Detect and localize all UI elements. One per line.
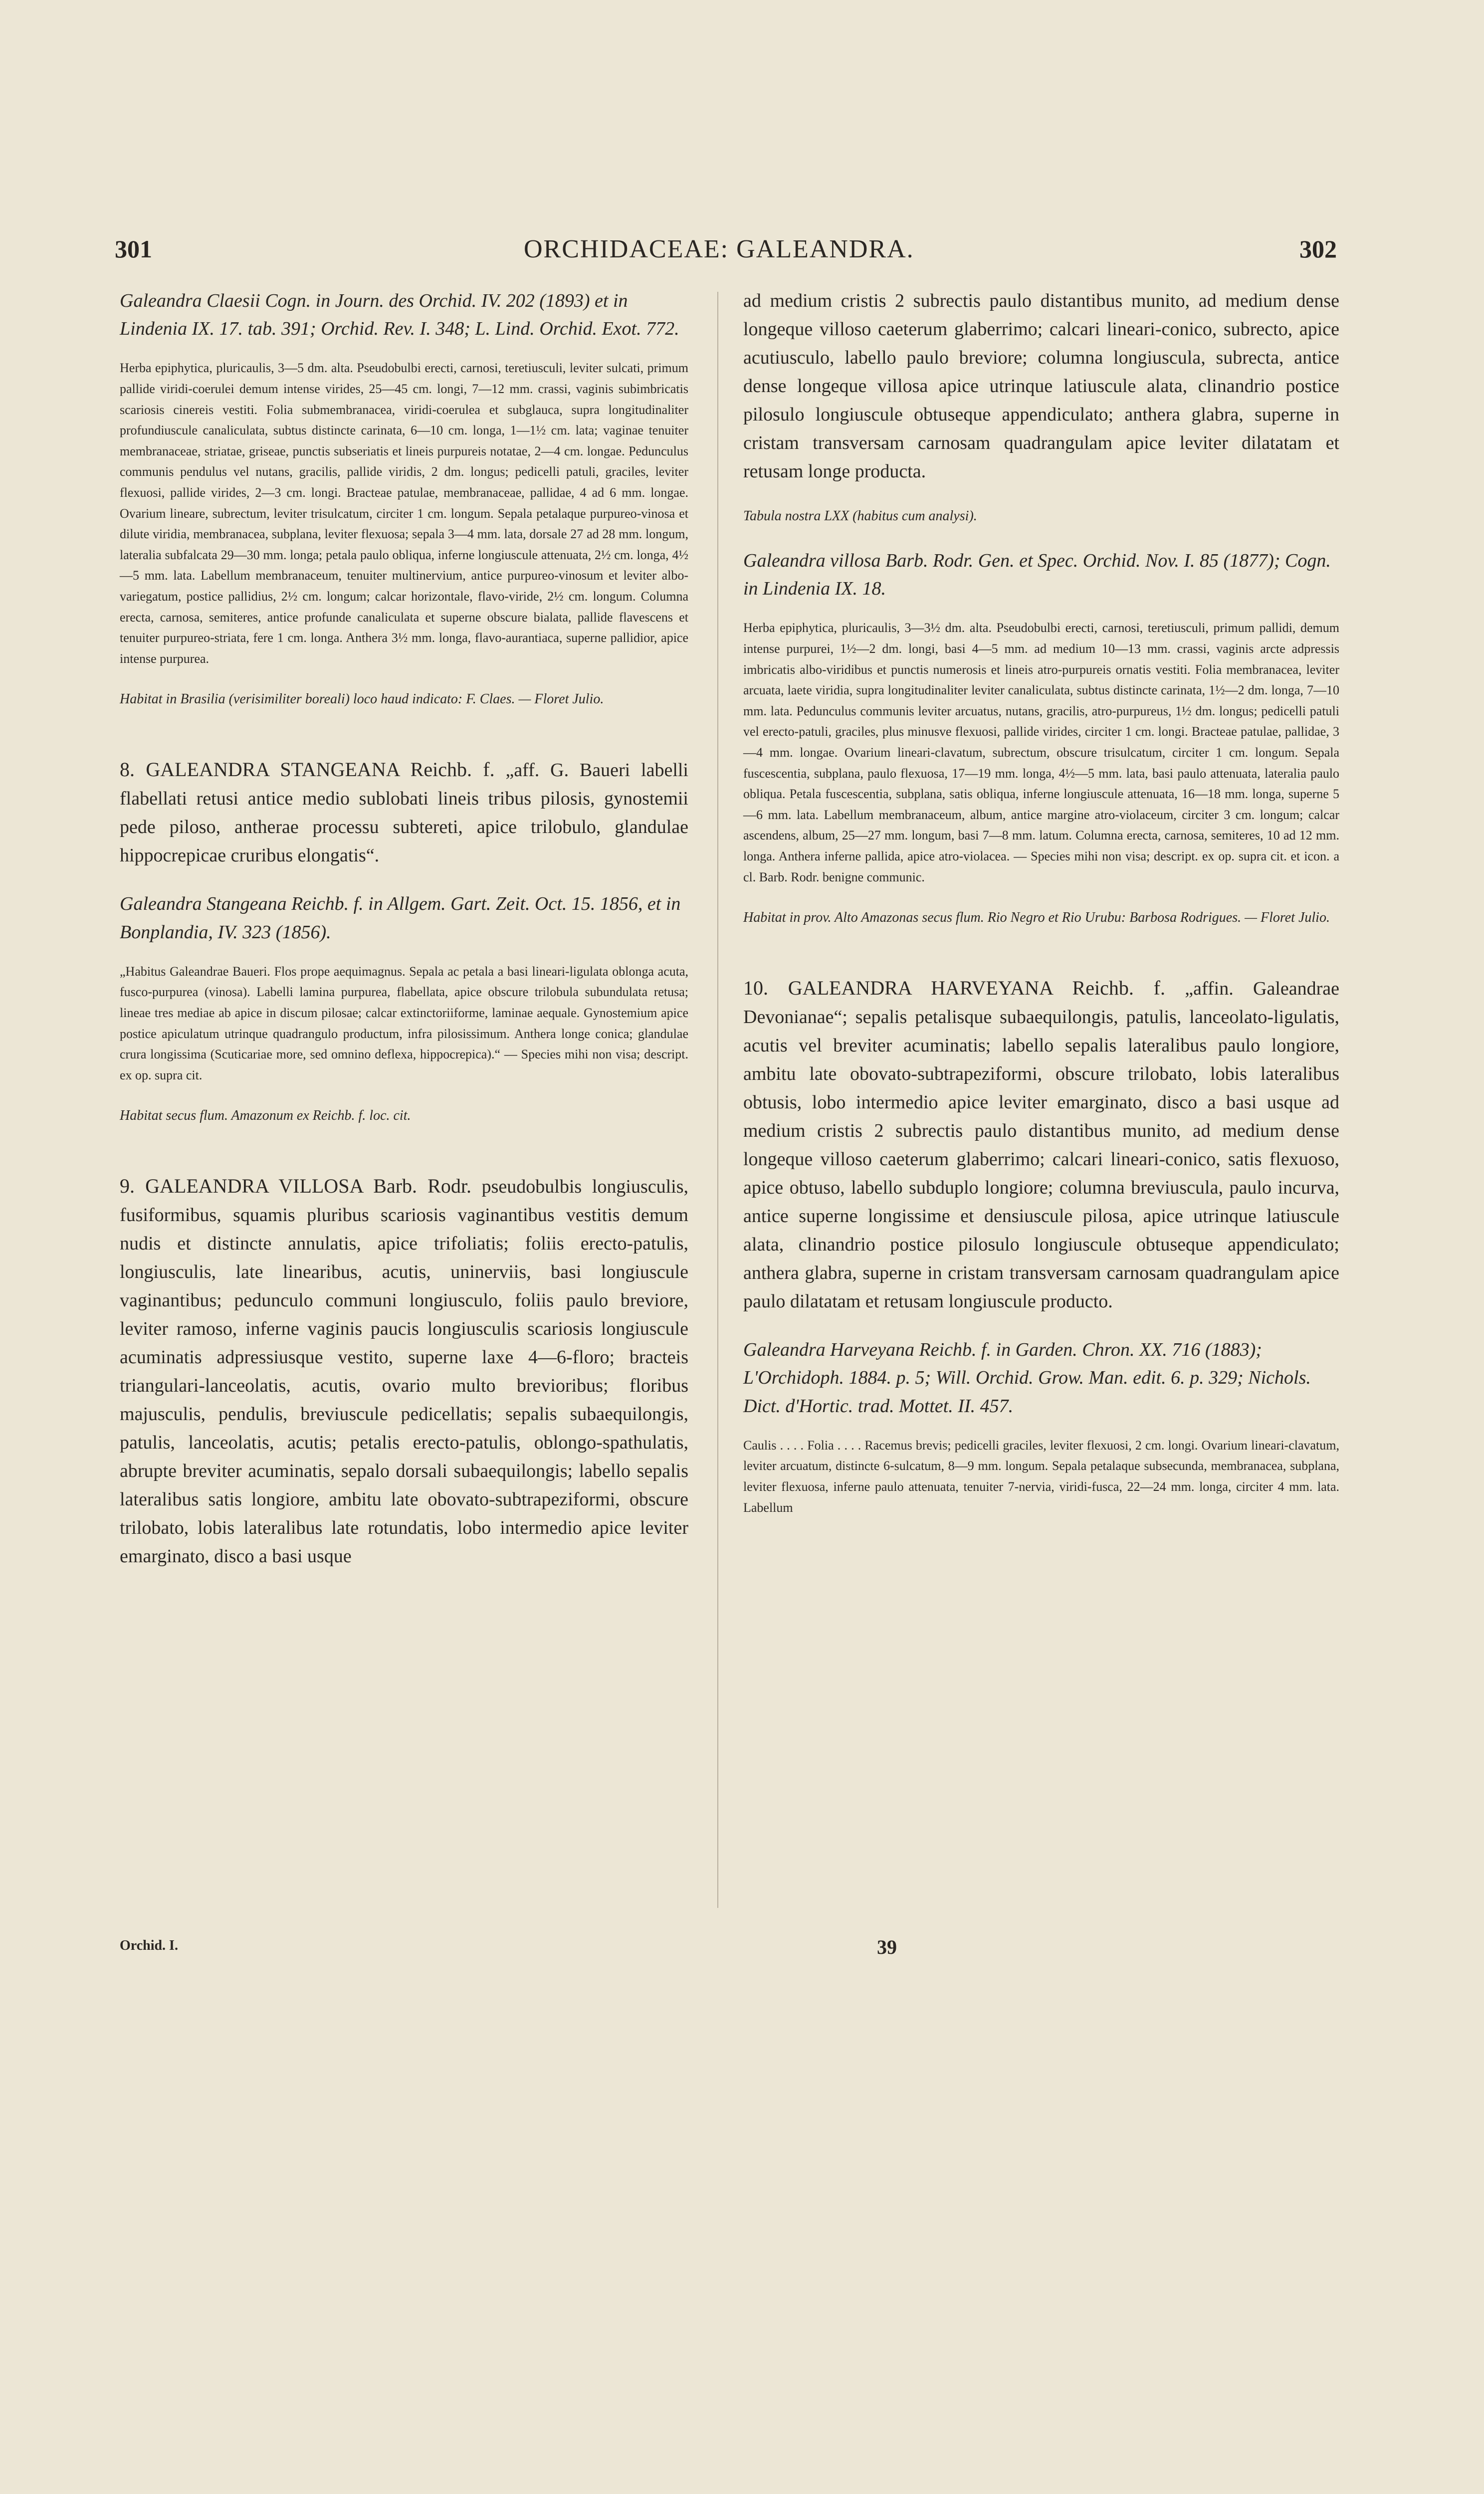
species-10-heading: 10. GALEANDRA HARVEYANA Reichb. f. <box>743 977 1165 1000</box>
page-number-left: 301 <box>115 235 152 263</box>
species-10-description: Caulis . . . . Folia . . . . Racemus brevis; pedicelli graciles, leviter flexuosi, 2 cm. longi. Ovarium lineari-clavatum, leviter arcuatum, distincte 6-sulcatum, 8—9 mm. longum. Sepala petalaque subsecunda, membranacea, subplana, leviter flexuosa, inferne paulo attenuata, tenuiter 7-nervia, viridi-fusca, 22—24 mm. longa, circiter 4 mm. lata. Labellum <box>743 1438 1339 1515</box>
running-title: ORCHIDACEAE: GALEANDRA. <box>524 235 914 263</box>
species-9-description: Herba epiphytica, pluricaulis, 3—3½ dm. alta. Pseudobulbi erecti, carnosi, teretiusculi, primum pallidi, demum intense purpurei, 1½—2 dm. longi, basi 4—5 mm. ad medium 10—13 mm. crassi, vaginis arcte adpressis imbricatis albo-viridibus et punctis numerosis et lineis atro-purpureis ornatis vestiti. Folia membranacea, leviter arcuata, laete viridia, supra longitudinaliter leviter canaliculata, subtus distincte carinata, 1½—2 dm. longa, 7—10 mm. lata. Pedunculus communis leviter arcuatus, nutans, gracilis, atro-purpureus, 1½ dm. longus; pedicelli patuli vel erecto-patuli, graciles, plus minusve flexuosi, pallide virides, circiter 1 cm. longi. Bracteae patulae, pallidae, 3—4 mm. longae. Ovarium lineari-clavatum, subrectum, obscure trisulcatum, circiter 1 cm. longum. Sepala fuscescentia, subplana, paulo flexuosa, 17—19 mm. longa, 4½—5 mm. lata, basi paulo attenuata, lateralia paulo obliqua. Petala fuscescentia, subplana, satis obliqua, inferne longiuscule attenuata, 16—18 mm. longa, superne 5—6 mm. lata. Labellum membranaceum, album, antice margine atro-violaceum, circiter 3 cm. longum; calcar ascendens, album, 25—27 mm. longum, basi 7—8 mm. latum. Columna erecta, carnosa, semiteres, 10 ad 12 mm. longa. Anthera inferne pallida, apice atro-violacea. — Species mihi non visa; descript. ex op. supra cit. et icon. a cl. Barb. Rodr. benigne communic. <box>743 621 1339 884</box>
page-number-right: 302 <box>1299 235 1337 263</box>
species-9-diagnosis: pseudobulbis longiusculis, fusiformibus, squamis pluribus scariosis vaginantibus vestitis demum nudis et distincte annulatis, apice trifoliatis; foliis erecto-patulis, longiusculis, late linearibus, acutis, uninerviis, basi longiuscule vaginantibus; pedunculo communi longiusculo, foliis paulo breviore, leviter ramoso, inferne vaginis paucis longiusculis scariosis longiuscule acuminatis adpressiusque vestito, superne laxe 4—6-floro; bracteis triangulari-lanceolatis, acutis, ovario multo brevioribus; floribus majusculis, pendulis, breviuscule pedicellatis; sepalis subaequilongis, patulis, lanceolatis, acutis; petalis erecto-patulis, oblongo-spathulatis, abrupte breviter acuminatis, sepalo dorsali subaequilongis; labello sepalis lateralibus satis longiore, ambitu late obovato-subtrapeziformi, obscure trilobato, lobis lateralibus late rotundatis, lobo intermedio apice leviter emarginato, disco a basi usque <box>120 1176 689 1567</box>
species-8-diagnosis: „aff. G. Baueri labelli flabellati retusi antice medio sublobati lineis tribus pilosis, gynostemii pede piloso, antherae processu subtereti, apice trilobulo, glandulae hippocrepicae cruribus elongatis“. <box>120 760 688 866</box>
claesii-description: Herba epiphytica, pluricaulis, 3—5 dm. alta. Pseudobulbi erecti, carnosi, teretiusculi, leviter sulcati, primum pallide viridi-coerulei demum intense virides, 25—45 cm. longi, 7—12 mm. crassi, vaginis subimbricatis scariosis cinereis vestiti. Folia submembranacea, viridi-coerulea et subglauca, supra longitudinaliter profundiuscule canaliculata, subtus distincte carinata, 6—10 cm. longa, 1—1½ cm. lata; vaginae tenuiter membranaceae, striatae, griseae, punctis subseriatis et lineis purpureis notatae, 2—4 cm. longae. Pedunculus communis pendulus vel nutans, gracilis, pallide viridis, 2 dm. longus; pedicelli patuli, graciles, leviter flexuosi, pallide virides, 2—3 cm. longi. Bracteae patulae, membranaceae, pallidae, 4 ad 6 mm. longae. Ovarium lineare, subrectum, leviter trisulcatum, circiter 1 cm. longum. Sepala petalaque purpureo-vinosa et dilute viridia, membranacea, subplana, leviter flexuosa; sepala 3—4 mm. lata, dorsale 27 ad 28 mm. longum, lateralia subfalcata 29—30 mm. longa; petala paulo obliqua, inferne longiuscule attenuata, 2½ cm. longa, 4½—5 mm. lata. Labellum membranaceum, tenuiter multinervium, antice purpureo-vinosum et leviter albo-variegatum, postice pallidius, 2½ cm. longum; calcar horizontale, flavo-viride, 2½ cm. longum. Columna erecta, carnosa, semiteres, antice profunde canaliculata et superne obscure bialata, pallide flavescens et tenuiter purpureo-striata, fere 1 cm. longa. Anthera 3½ mm. longa, flavo-aurantiaca, superne pallidior, apice intense purpurea. <box>120 361 688 666</box>
species-8-paragraph <box>120 755 688 870</box>
species-8-citation: Galeandra Stangeana Reichb. f. in Allgem. Gart. Zeit. Oct. 15. 1856, et in Bonplandia, IV. 323 (1856). <box>120 893 681 943</box>
claesii-habitat: Habitat in Brasilia (verisimiliter boreali) loco haud indicato: F. Claes. — Floret Julio. <box>120 691 604 707</box>
species-8-habitat: Habitat secus flum. Amazonum ex Reichb. f. loc. cit. <box>120 1108 411 1124</box>
claesii-citation: Galeandra Claesii Cogn. in Journ. des Orchid. IV. 202 (1893) et in Lindenia IX. 17. tab. 391; Orchid. Rev. I. 348; L. Lind. Orchid. Exot. 772. <box>120 290 679 340</box>
right-column <box>743 287 1339 1538</box>
species-10-citation: Galeandra Harveyana Reichb. f. in Garden. Chron. XX. 716 (1883); L'Orchidoph. 1884. p. 5; Will. Orchid. Grow. Man. edit. 6. p. 329; Nichols. Dict. d'Hortic. trad. Mottet. II. 457. <box>743 1339 1311 1417</box>
footer-volume: Orchid. I. <box>120 1938 178 1953</box>
running-header <box>115 234 1337 274</box>
species-9-paragraph <box>120 1171 688 1571</box>
species-9-diagnosis-continued: ad medium cristis 2 subrectis paulo distantibus munito, ad medium dense longeque villoso caeterum glaberrimo; calcari lineari-conico, subrecto, apice acutiusculo, labello paulo breviore; columna longiuscula, subrecta, antice dense longeque villosa apice utrinque latiuscule alata, clinandrio postice pilosulo longiuscule obtuseque appendiculato; anthera glabra, superne in cristam transversam carnosam quadrangulam apice leviter dilatatam et retusam longe producta. <box>743 290 1339 482</box>
plate-reference: Tabula nostra LXX (habitus cum analysi). <box>743 508 977 524</box>
species-10-paragraph <box>743 973 1339 1316</box>
species-9-heading: 9. GALEANDRA VILLOSA Barb. Rodr. <box>120 1175 471 1198</box>
signature-mark: 39 <box>877 1936 897 1958</box>
species-8-description: „Habitus Galeandrae Baueri. Flos prope aequimagnus. Sepala ac petala a basi lineari-ligulata oblonga acuta, fusco-purpurea (vinosa). Labelli lamina purpurea, flabellata, apice obscure trilobula subundulata retusa; lineae tres mediae ab apice in discum pilosae; calcar extinctoriiforme, laminae aequale. Gynostemium apice postice apiculatum utrinque quadrangulo productum, infra pilosissimum. Anthera longe conica; glandulae crura longissima (Scuticariae more, sed omnino deflexa, hippocrepica).“ — Species mihi non visa; descript. ex op. supra cit. <box>120 964 688 1082</box>
species-8-heading: 8. GALEANDRA STANGEANA Reichb. f. <box>120 758 495 781</box>
species-9-citation: Galeandra villosa Barb. Rodr. Gen. et Spec. Orchid. Nov. I. 85 (1877); Cogn. in Lindenia IX. 18. <box>743 550 1331 600</box>
species-10-diagnosis: „affin. Galeandrae Devonianae“; sepalis petalisque subaequilongis, patulis, lanceolato-ligulatis, acutis vel breviter acuminatis; labello sepalis lateralibus paulo longiore, ambitu late obovato-subtrapeziformi, obscure trilobato, lobis lateralibus obtusis, lobo intermedio apice leviter emarginato, disco a basi usque ad medium cristis 2 subrectis paulo distantibus munito, ad medium dense longeque villoso caeterum glaberrimo; calcari lineari-conico, satis flexuoso, apice obtuso, labello subduplo longiore; columna breviuscula, paulo incurva, antice superne longissime et densiuscule pilosa, apice utrinque latiuscule alata, clinandrio postice pilosulo longiuscule obtuseque appendiculato; anthera glabra, superne in cristam transversam carnosam quadrangulam apice paulo dilatatam et retusam longiuscule producto. <box>743 978 1339 1312</box>
species-9-habitat: Habitat in prov. Alto Amazonas secus flum. Rio Negro et Rio Urubu: Barbosa Rodrigues. — Floret Julio. <box>743 910 1330 926</box>
column-divider <box>717 292 718 1908</box>
left-column <box>120 287 688 1591</box>
